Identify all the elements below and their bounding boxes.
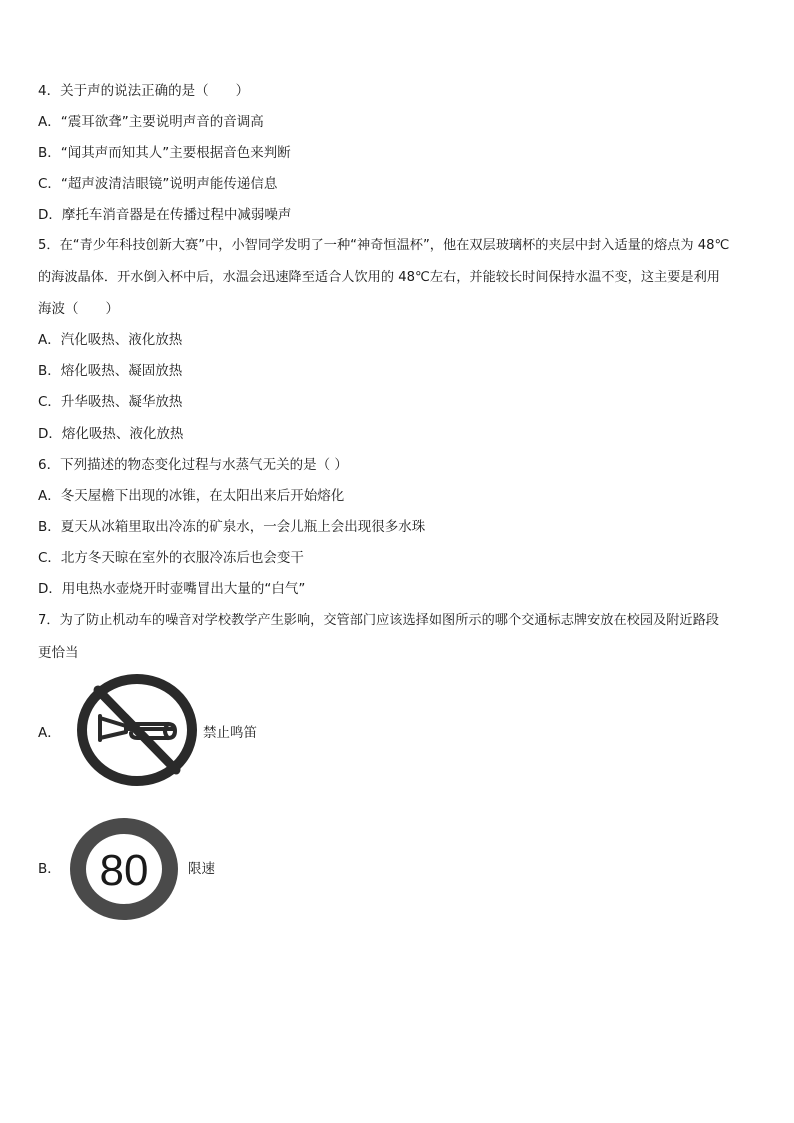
q4-option-a: A．“震耳欲聋”主要说明声音的音调高 bbox=[38, 114, 264, 130]
q6-stem: 6．下列描述的物态变化过程与水蒸气无关的是（ ） bbox=[38, 457, 348, 473]
q7-option-b-label: 限速 bbox=[188, 861, 215, 877]
q4-option-d: D．摩托车消音器是在传播过程中减弱噪声 bbox=[38, 207, 292, 223]
speed-limit-sign-icon bbox=[64, 813, 184, 925]
q6-option-d: D．用电热水壶烧开时壶嘴冒出大量的“白气” bbox=[38, 581, 306, 597]
q7-option-a-label: 禁止鸣笛 bbox=[203, 725, 257, 741]
q6-option-b: B．夏天从冰箱里取出冷冻的矿泉水，一会儿瓶上会出现很多水珠 bbox=[38, 519, 426, 535]
q7-stem-line2: 更恰当 bbox=[38, 645, 79, 661]
q5-option-a: A．汽化吸热、液化放热 bbox=[38, 332, 183, 348]
no-horn-sign-icon bbox=[76, 674, 198, 786]
q7-stem-line1: 7．为了防止机动车的噪音对学校教学产生影响，交管部门应该选择如图所示的哪个交通标志牌安放在校园及附近路段 bbox=[38, 613, 719, 628]
q4-option-b: B．“闻其声而知其人”主要根据音色来判断 bbox=[38, 145, 291, 161]
speed-limit-number: 80 bbox=[99, 846, 149, 895]
q5-option-c: C．升华吸热、凝华放热 bbox=[38, 394, 183, 410]
q5-option-b: B．熔化吸热、凝固放热 bbox=[38, 363, 183, 379]
q7-option-a-letter: A． bbox=[38, 725, 61, 741]
q4-stem: 4．关于声的说法正确的是（ ） bbox=[38, 83, 250, 99]
q4-option-c: C．“超声波清洁眼镜”说明声能传递信息 bbox=[38, 176, 278, 192]
q5-stem-line2: 的海波晶体．开水倒入杯中后，水温会迅速降至适合人饮用的 48℃左右，并能较长时间保持水温不变，这主要是利用 bbox=[38, 270, 720, 285]
q5-stem-line1: 5．在“青少年科技创新大赛”中，小智同学发明了一种“神奇恒温杯”，他在双层玻璃杯的夹层中封入适量的熔点为 48℃ bbox=[38, 238, 730, 253]
q5-option-d: D．熔化吸热、液化放热 bbox=[38, 426, 184, 442]
q7-option-b-letter: B． bbox=[38, 861, 61, 877]
q6-option-a: A．冬天屋檐下出现的冰锥，在太阳出来后开始熔化 bbox=[38, 488, 345, 504]
q6-option-c: C．北方冬天晾在室外的衣服冷冻后也会变干 bbox=[38, 550, 304, 566]
q5-stem-line3: 海波（ ） bbox=[38, 301, 119, 317]
